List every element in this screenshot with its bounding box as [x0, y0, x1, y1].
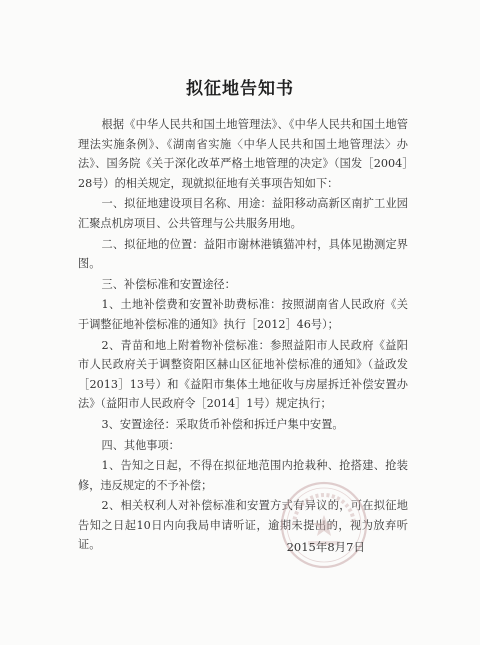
- official-seal-stamp: [278, 479, 370, 571]
- paragraph-legal-basis: 根据《中华人民共和国土地管理法》、《中华人民共和国土地管理法实施条例》、《湖南省实施〈中华人民共和国土地管理法〉办法》、国务院《关于深化改革严格土地管理的决定》（国发［2004］28号）的相关规定，现就拟征地有关事项告知如下：: [78, 118, 408, 190]
- document-date: 2015年8月7日: [286, 540, 365, 554]
- paragraph-no-construction: 1、告知之日起，不得在拟征地范围内抢栽种、抢搭建、抢装修，违反规定的不予补偿；: [78, 459, 408, 492]
- paragraph-crop-compensation: 2、青苗和地上附着物补偿标准：参照益阳市人民政府《益阳市人民政府关于调整资阳区赫山区征地补偿标准的通知》（益政发［2013］13号）和《益阳市集体土地征收与房屋拆迁补偿安置办法》（益阳市人民政府令［2014］1号）规定执行；: [78, 338, 408, 411]
- paragraph-resettlement: 3、安置途径：采取货币补偿和拆迁户集中安置。: [101, 417, 344, 431]
- paragraph-land-compensation: 1、土地补偿费和安置补助费标准：按照湖南省人民政府《关于调整征地补偿标准的通知》执行［2012］46号）；: [78, 298, 408, 331]
- paragraph-project-name: 一、拟征地建设项目名称、用途：益阳移动高新区南扩工业园汇聚点机房项目、公共管理与公共服务用地。: [78, 197, 408, 230]
- paragraph-compensation-heading: 三、补偿标准和安置途径：: [101, 277, 236, 291]
- paragraph-hearing: 2、相关权利人对补偿标准和安置方式有异议的，可在拟征地告知之日起10日内向我局申请听证，逾期未提出的，视为放弃听证。: [78, 499, 408, 552]
- paragraph-other-heading: 四、其他事项：: [101, 438, 180, 452]
- paragraph-location: 二、拟征地的位置：益阳市谢林港镇猫冲村，具体见勘测定界图。: [78, 237, 408, 271]
- seal-star: [312, 515, 336, 536]
- document-title: 拟征地告知书: [186, 79, 294, 99]
